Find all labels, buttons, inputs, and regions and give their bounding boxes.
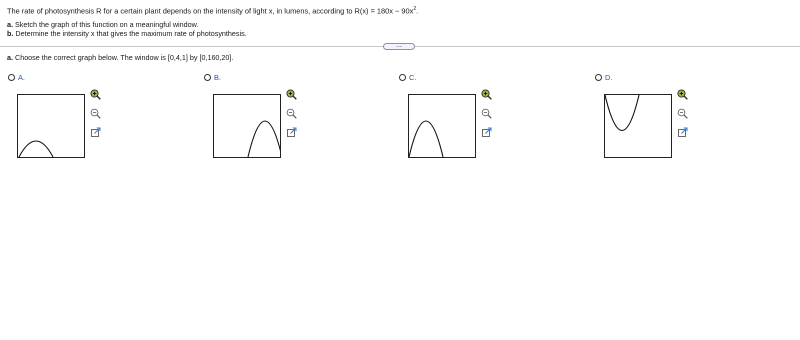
answer-prompt xyxy=(7,53,233,63)
prompt-label: a. xyxy=(7,53,13,62)
option-b-label[interactable]: B. xyxy=(214,73,221,82)
question-parts xyxy=(7,20,247,39)
option-a-radio[interactable] xyxy=(8,74,15,81)
option-d-label[interactable]: D. xyxy=(605,73,613,82)
option-c-curve xyxy=(409,95,475,157)
option-d-radio[interactable] xyxy=(595,74,602,81)
option-a-graph xyxy=(17,94,85,158)
part-b-label: b. xyxy=(7,29,14,39)
option-a-label[interactable]: A. xyxy=(18,73,25,82)
option-a-zoom-in-icon[interactable] xyxy=(90,89,101,100)
option-d-curve xyxy=(605,95,671,157)
part-a-text: Sketch the graph of this function on a meaningful window. xyxy=(15,20,199,29)
prompt-text: Choose the correct graph below. The window is [0,4,1] by [0,160,20]. xyxy=(15,53,234,62)
option-d-zoom-in-icon[interactable] xyxy=(677,89,688,100)
option-c-popout-icon[interactable] xyxy=(481,127,492,138)
expand-toggle-button[interactable]: ..... xyxy=(383,43,415,50)
option-d-graph xyxy=(604,94,672,158)
question-intro-end: . xyxy=(416,6,419,16)
option-b-curve xyxy=(214,95,280,157)
option-d-zoom-out-icon[interactable] xyxy=(677,108,688,119)
option-c-zoom-in-icon[interactable] xyxy=(481,89,492,100)
part-a xyxy=(7,20,247,29)
option-b-graph xyxy=(213,94,281,158)
option-c-radio[interactable] xyxy=(399,74,406,81)
option-c-label[interactable]: C. xyxy=(409,73,417,82)
question-intro-text: The rate of photosynthesis R for a certain plant depends on the intensity of light x, in lumens, according to R(x) = 180x − 90x xyxy=(7,6,414,16)
option-b-zoom-out-icon[interactable] xyxy=(286,108,297,119)
question-exponent: 2 xyxy=(413,6,417,12)
option-b-zoom-in-icon[interactable] xyxy=(286,89,297,100)
option-b-popout-icon[interactable] xyxy=(286,127,297,138)
option-a-popout-icon[interactable] xyxy=(90,127,101,138)
option-b-radio[interactable] xyxy=(204,74,211,81)
option-d-popout-icon[interactable] xyxy=(677,127,688,138)
option-a-zoom-out-icon[interactable] xyxy=(90,108,101,119)
option-c-zoom-out-icon[interactable] xyxy=(481,108,492,119)
part-b-text: Determine the intensity x that gives the maximum rate of photosynthesis. xyxy=(15,29,247,39)
question-intro xyxy=(7,4,418,16)
part-b xyxy=(7,29,247,38)
option-c-graph xyxy=(408,94,476,158)
option-a-curve xyxy=(18,95,84,157)
part-a-label: a. xyxy=(7,20,13,29)
